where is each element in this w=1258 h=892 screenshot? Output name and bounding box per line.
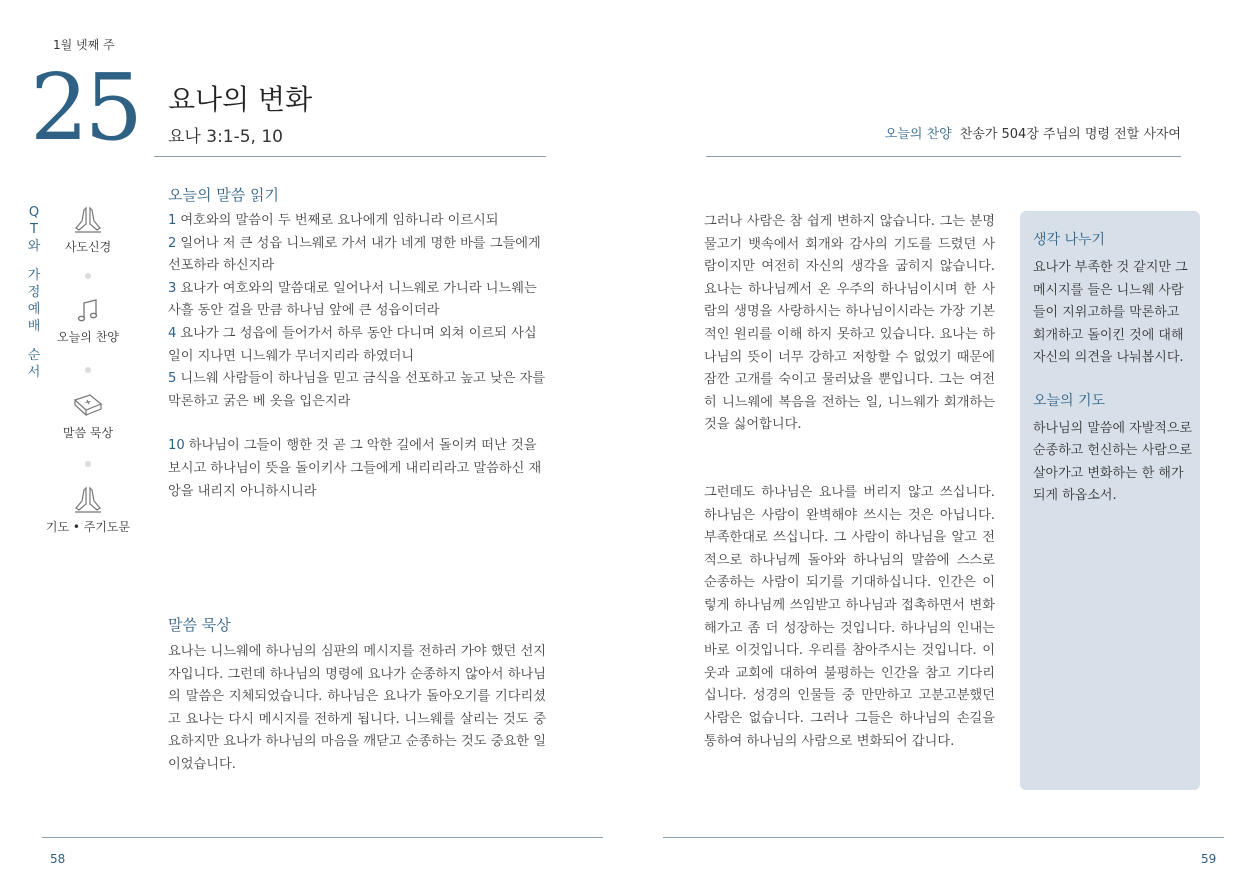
day-number: 25 xyxy=(30,54,140,161)
step-prayer xyxy=(38,486,138,535)
sharing-text: 요나가 부족한 것 같지만 그 메시지를 들은 니느웨 사람들이 지위고하를 막론하고 회개하고 돌이킨 것에 대해 자신의 의견을 나눠봅시다. xyxy=(1033,260,1188,365)
praying-hands-icon xyxy=(73,486,103,514)
verse: 1 여호와의 말씀이 두 번째로 요나에게 임하니라 이르시되 xyxy=(168,213,499,228)
bible-icon xyxy=(72,392,104,420)
step-label: 사도신경 xyxy=(64,240,112,254)
verse: 2 일어나 저 큰 성읍 니느웨로 가서 내가 네게 명한 바를 그들에게 선포하라 하신지라 xyxy=(168,235,541,274)
praying-hands-icon xyxy=(73,206,103,234)
verse: 4 요나가 그 성읍에 들어가서 하루 동안 다니며 외쳐 이르되 사십 일이 지나면 니느웨가 무너지리라 하였더니 xyxy=(168,325,537,364)
order-vertical-title: Q T 와 가 정 예 배 순 서 xyxy=(27,205,41,380)
scripture-reference: 요나 3:1-5, 10 xyxy=(168,127,283,147)
step-creed xyxy=(38,206,138,255)
music-note-icon xyxy=(76,298,100,324)
header-rule-left xyxy=(154,156,546,157)
prayer-text: 하나님의 말씀에 자발적으로 순종하고 헌신하는 사람으로 살아가고 변화하는 한 해가 되게 하옵소서. xyxy=(1033,420,1192,503)
footer-rule-left xyxy=(42,837,603,838)
footer-rule-right xyxy=(663,837,1224,838)
header-rule-right xyxy=(706,156,1181,157)
meditation-paragraph-3: 그런데도 하나님은 요나를 버리지 않고 쓰십니다. 하나님은 사람이 완벽해야 쓰시는 것은 아닙니다. 부족한대로 쓰십니다. 그 사람이 하나님을 알고 전적으로 하나님께 돌아와 하나님의 말씀에 스스로 순종하는 사람이 되기를 기대하십니다. 인간은 이렇게 하나님께 쓰임받고 하나님과 접촉하면서 변화해가고 좀 더 성장하는 것입니다. 하나님의 인내는 바로 이것입니다. 우리를 참아주시는 것입니다. 이웃과 교회에 대하여 불평하는 인간을 참고 기다리십니다. 성경의 인물들 중 만만하고 고분고분했던 사람은 없습니다. 그러나 그들은 하나님의 손길을 통하여 하나님의 사람으로 변화되어 갑니다. xyxy=(704,485,995,749)
page-title: 요나의 변화 xyxy=(168,83,313,116)
step-divider-dot xyxy=(85,367,91,373)
meditation-title: 말씀 묵상 xyxy=(168,616,231,634)
sharing-title: 생각 나누기 xyxy=(1033,232,1106,248)
hymn-text: 찬송가 504장 주님의 명령 전할 사자여 xyxy=(959,127,1181,142)
prayer-title: 오늘의 기도 xyxy=(1033,392,1106,409)
step-label: 기도 • 주기도문 xyxy=(45,520,131,534)
step-hymn xyxy=(38,298,138,345)
verse: 3 요나가 여호와의 말씀대로 일어나서 니느웨로 가니라 니느웨는 사흘 동안 걸을 만큼 하나님 앞에 큰 성읍이더라 xyxy=(168,280,537,319)
hymn-of-day xyxy=(885,123,1181,142)
hymn-label: 오늘의 찬양 xyxy=(884,127,952,142)
reading-verses xyxy=(168,210,546,503)
meditation-paragraph-1: 요나는 니느웨에 하나님의 심판의 메시지를 전하러 가야 했던 선지자입니다. 그런데 하나님의 명령에 요나가 순종하지 않아서 하나님의 말씀은 지체되었습니다. 하나님은 요나가 돌아오기를 기다리셨고 요나는 다시 메시지를 전하게 됩니다. 니느웨를 살리는 것도 중요하지만 요나가 하나님의 마음을 깨닫고 순종하는 것도 중요한 일이었습니다. xyxy=(168,644,546,772)
page-number-right: 59 xyxy=(1201,852,1217,866)
meditation-paragraph-2: 그러나 사람은 참 쉽게 변하지 않습니다. 그는 분명 물고기 뱃속에서 회개와 감사의 기도를 드렸던 사람이지만 여전히 자신의 생각을 굽히지 않습니다. 요나는 하나님께서 온 우주의 하나님이시며 한 사람의 생명을 사랑하시는 하나님이시라는 가장 기본적인 원리를 이해 하지 못하고 있습니다. 요나는 하나님의 뜻이 너무 강하고 저항할 수 없었기 때문에 잠깐 고개를 숙이고 물러났을 뿐입니다. 그는 여전히 니느웨에 복음을 전하는 일, 니느웨가 회개하는 것을 싫어합니다. xyxy=(704,214,995,433)
reflection-box xyxy=(1020,211,1200,790)
page-number-left: 58 xyxy=(50,852,66,866)
step-label: 말씀 묵상 xyxy=(62,426,114,440)
step-divider-dot xyxy=(85,273,91,279)
verse: 5 니느웨 사람들이 하나님을 믿고 금식을 선포하고 높고 낮은 자를 막론하고 굵은 베 옷을 입은지라 xyxy=(168,371,546,409)
step-meditation xyxy=(38,392,138,441)
step-divider-dot xyxy=(85,461,91,467)
reading-title: 오늘의 말씀 읽기 xyxy=(168,186,279,204)
week-label: 1월 넷째 주 xyxy=(53,38,115,52)
step-label: 오늘의 찬양 xyxy=(57,330,119,344)
verse: 10 하나님이 그들이 행한 것 곧 그 악한 길에서 돌이켜 떠난 것을 보시고 하나님이 뜻을 돌이키사 그들에게 내리리라고 말씀하신 재앙을 내리지 아니하시니라 xyxy=(168,438,542,499)
